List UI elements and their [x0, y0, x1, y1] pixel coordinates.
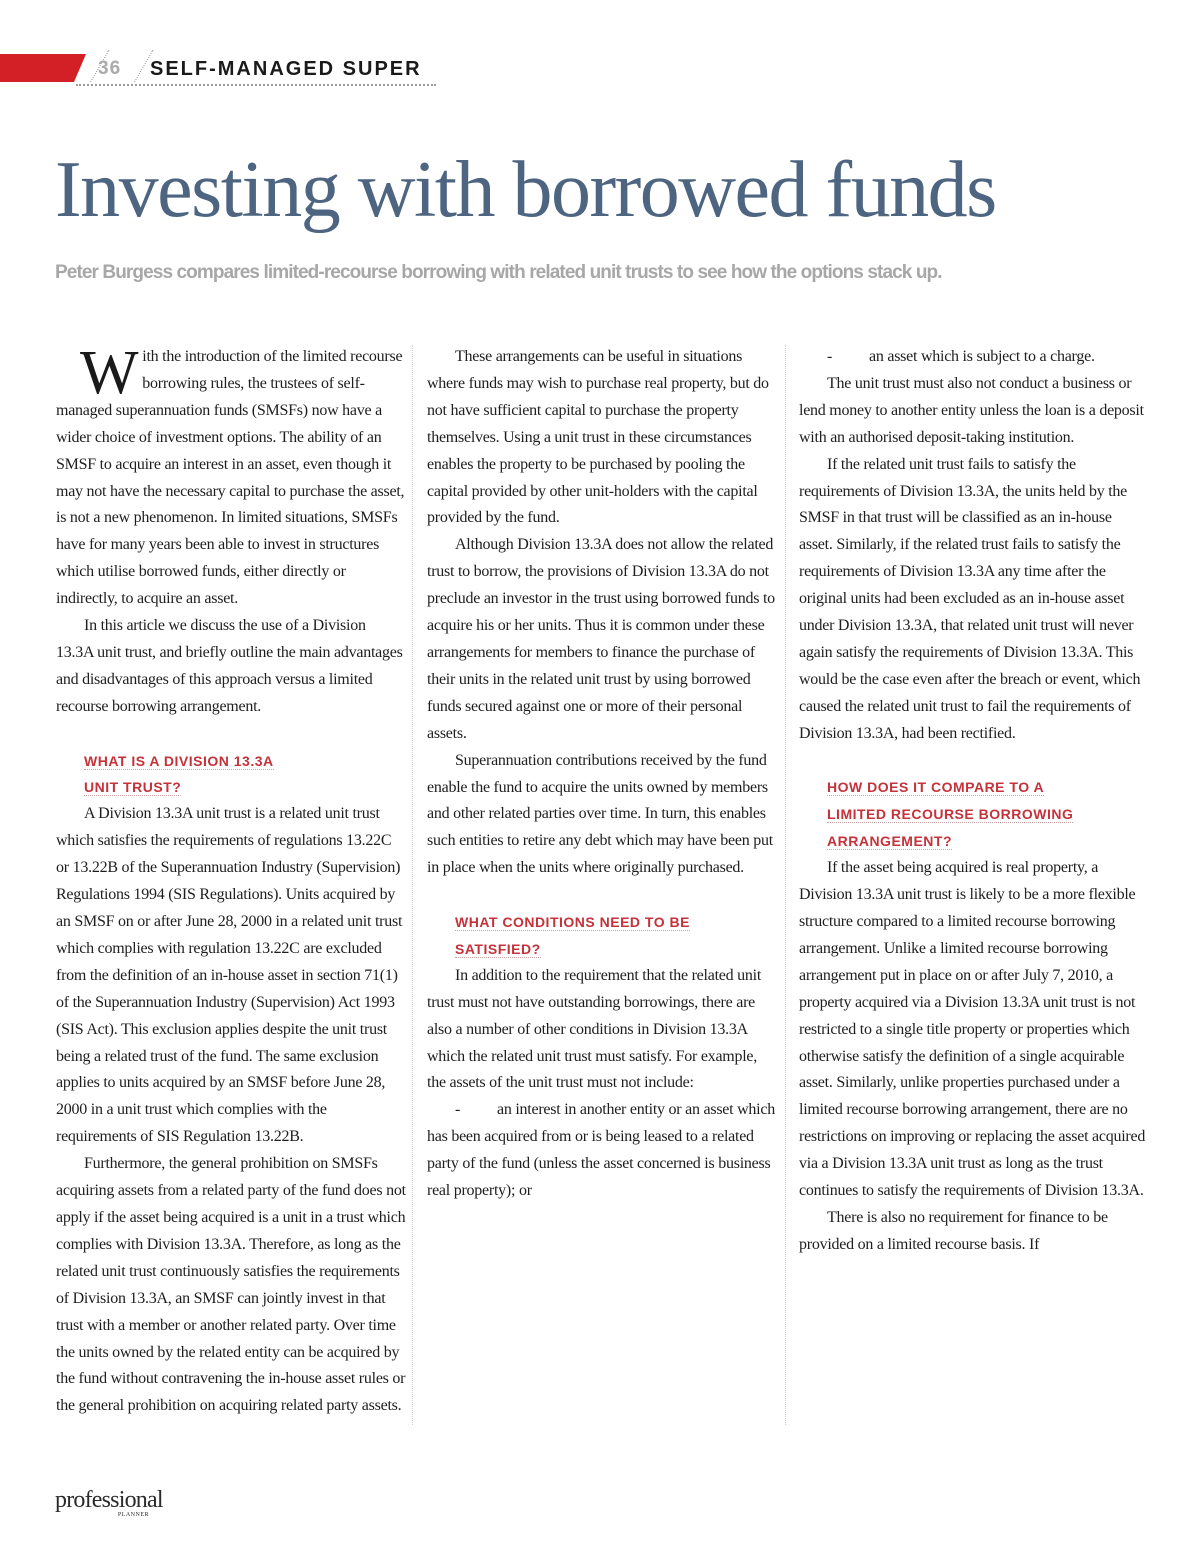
heading-line: SATISFIED?	[455, 940, 541, 957]
column-2	[427, 344, 777, 1205]
column-divider	[412, 345, 413, 1425]
page-number: 36	[98, 58, 122, 79]
heading-line: HOW DOES IT COMPARE TO A	[827, 779, 1045, 796]
professional-planner-logo	[55, 1487, 163, 1522]
column-1	[56, 339, 406, 1420]
logo-wordmark: professional	[55, 1487, 163, 1513]
paragraph: Although Division 13.3A does not allow the related trust to borrow, the provisions of Division 13.3A do not preclude an investor in the trust using borrowed funds to acquire his or her units. Thus it is common under these arrangements for members to finance the purchase of their units in the related unit trust by using borrowed funds secured against one or more of their personal assets.	[427, 536, 775, 742]
article-standfirst: Peter Burgess compares limited-recourse borrowing with related unit trusts to see how the options stack up.	[55, 262, 942, 283]
paragraph: These arrangements can be useful in situations where funds may wish to purchase real property, but do not have sufficient capital to purchase the property themselves. Using a unit trust in these circumstances enables the property to be purchased by pooling the capital provided by other unit-holders with the capital provided by the fund.	[427, 348, 769, 527]
section-heading-compare	[827, 774, 1149, 855]
section-name: SELF-MANAGED SUPER	[150, 58, 422, 80]
column-3	[799, 344, 1149, 1259]
heading-line: WHAT CONDITIONS NEED TO BE	[455, 914, 690, 931]
bullet-dash: -	[455, 1101, 461, 1119]
heading-line: ARRANGEMENT?	[827, 833, 952, 850]
section-heading-conditions	[455, 909, 777, 963]
paragraph: The unit trust must also not conduct a business or lend money to another entity unless the loan is a deposit with an authorised deposit-taking institution.	[799, 374, 1144, 446]
paragraph: In addition to the requirement that the related unit trust must not have outstanding borrowings, there are also a number of other conditions in Division 13.3A which the related unit trust must satisfy. For example, the assets of the unit trust must not include:	[427, 966, 762, 1092]
paragraph: In this article we discuss the use of a Division 13.3A unit trust, and briefly outline the main advantages and disadvantages of this approach versus a limited recourse borrowing arrangement.	[56, 617, 403, 715]
paragraph: If the asset being acquired is real property, a Division 13.3A unit trust is likely to be a more flexible structure compared to a limited recourse borrowing arrangement. Unlike a limited recourse borrowing arrangement put in place on or after July 7, 2010, a property acquired via a Division 13.3A unit trust is not restricted to a single title property or properties which otherwise satisfy the definition of a single acquirable asset. Similarly, unlike properties purchased under a limited recourse borrowing arrangement, there are no restrictions on improving or replacing the asset acquired via a Division 13.3A unit trust as long as the trust continues to satisfy the requirements of Division 13.3A.	[799, 859, 1146, 1200]
heading-line: WHAT IS A DIVISION 13.3A	[84, 752, 274, 769]
article-title: Investing with borrowed funds	[55, 146, 996, 234]
drop-cap: W	[80, 339, 139, 407]
heading-line: UNIT TRUST?	[84, 779, 182, 796]
list-item-text: an interest in another entity or an asset which has been acquired from or is being leased to a related party of the fund (unless the asset concerned is business real property); or	[427, 1101, 775, 1200]
heading-line: LIMITED RECOURSE BORROWING	[827, 806, 1074, 823]
header-accent-bar	[0, 54, 86, 82]
bullet-dash: -	[827, 348, 833, 365]
list-item	[427, 1097, 777, 1205]
list-item	[799, 344, 1149, 371]
list-item-text: an asset which is subject to a charge.	[869, 348, 1095, 365]
section-heading-division-13-3a	[84, 748, 406, 802]
intro-paragraph	[56, 339, 406, 613]
paragraph: There is also no requirement for finance to be provided on a limited recourse basis. If	[799, 1208, 1108, 1253]
logo-subtext: PLANNER	[117, 1512, 149, 1518]
column-divider	[785, 345, 786, 1425]
paragraph: Furthermore, the general prohibition on SMSFs acquiring assets from a related party of the fund does not apply if the asset being acquired is a unit in a trust which complies with Division 13.3A. Therefore, as long as the related unit trust continuously satisfies the requirements of Division 13.3A, an SMSF can jointly invest in that trust with a member or another related party. Over time the units owned by the related entity can be acquired by the fund without contravening the in-house asset rules or the general prohibition on acquiring related party assets.	[56, 1155, 406, 1415]
paragraph: Superannuation contributions received by the fund enable the fund to acquire the units owned by members and other related parties over time. In turn, this enables such entities to retire any debt which may have been put in place when the units where originally purchased.	[427, 751, 773, 877]
intro-text: ith the introduction of the limited recourse borrowing rules, the trustees of self-managed superannuation funds (SMSFs) now have a wider choice of investment options. The ability of an SMSF to acquire an interest in an asset, even though it may not have the necessary capital to purchase the asset, is not a new phenomenon. In limited situations, SMSFs have for many years been able to invest in structures which utilise borrowed funds, either directly or indirectly, to acquire an asset.	[56, 348, 405, 608]
header-dotted-rule	[76, 84, 436, 86]
paragraph: If the related unit trust fails to satisfy the requirements of Division 13.3A, the units held by the SMSF in that trust will be classified as an in-house asset. Similarly, if the related trust fails to satisfy the requirements of Division 13.3A any time after the original units had been excluded as an in-house asset under Division 13.3A, that related unit trust will never again satisfy the requirements of Division 13.3A. This would be the case even after the breach or event, which caused the related unit trust to fail the requirements of Division 13.3A, had been rectified.	[799, 455, 1141, 742]
paragraph: A Division 13.3A unit trust is a related unit trust which satisfies the requirements of regulations 13.22C or 13.22B of the Superannuation Industry (Supervision) Regulations 1994 (SIS Regulations). Units acquired by an SMSF on or after June 28, 2000 in a related unit trust which complies with regulation 13.22C are excluded from the definition of an in-house asset in section 71(1) of the Superannuation Industry (Supervision) Act 1993 (SIS Act). This exclusion applies despite the unit trust being a related trust of the fund. The same exclusion applies to units acquired by an SMSF before June 28, 2000 in a unit trust which complies with the requirements of SIS Regulation 13.22B.	[56, 805, 403, 1146]
